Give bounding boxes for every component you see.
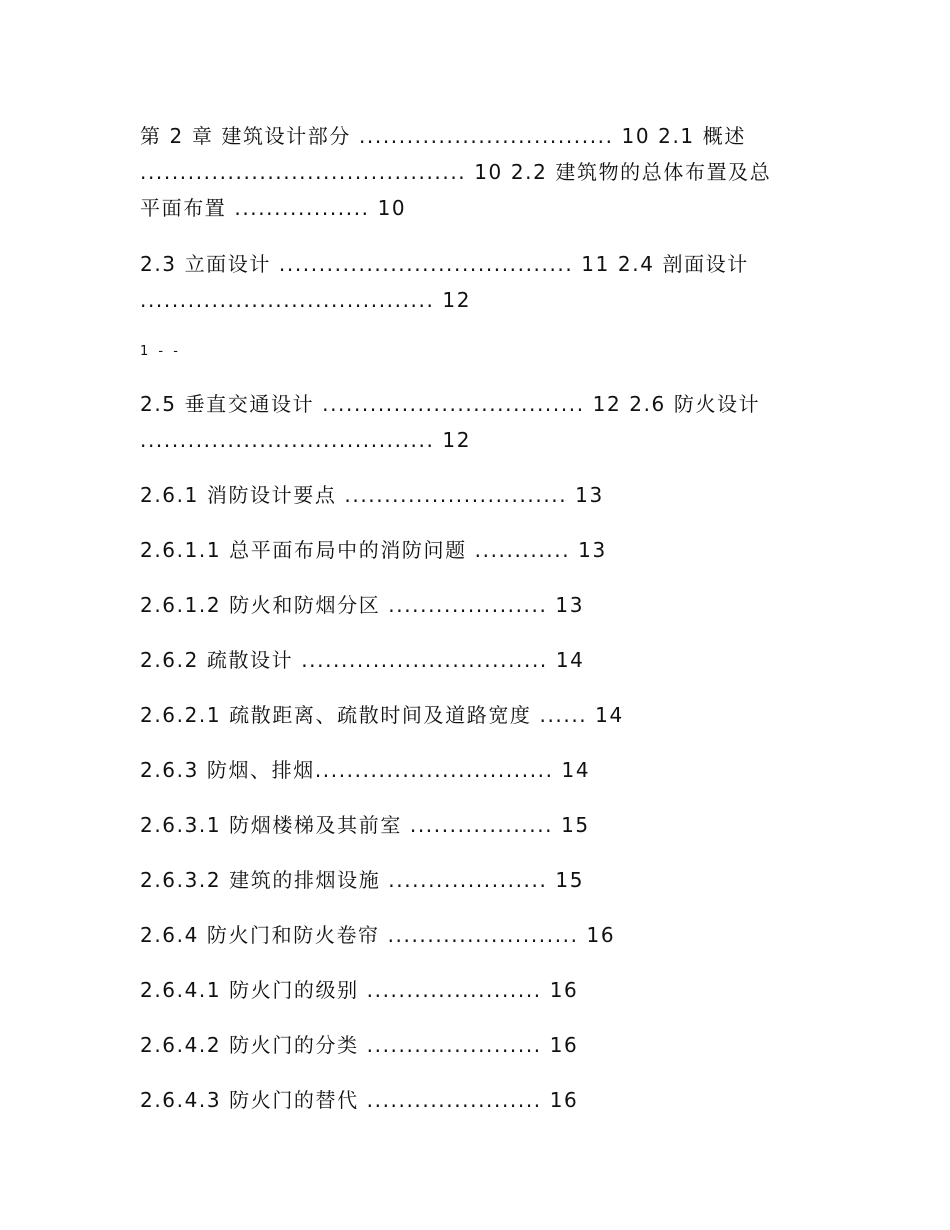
toc-line: ..................................... 12 (140, 428, 472, 452)
toc-entry: 2.6.2.1 疏散距离、疏散时间及道路宽度 ...... 14 (140, 703, 624, 727)
toc-entry: 2.6.3.1 防烟楼梯及其前室 .................. 15 (140, 813, 590, 837)
page-number-marker: 1 - - (140, 344, 181, 359)
toc-entry: 2.6.3 防烟、排烟.............................. 14 (140, 758, 591, 782)
toc-line: 第 2 章 建筑设计部分 ................................ 10 2.1 概述 (140, 124, 746, 148)
toc-entry: 2.6.1.2 防火和防烟分区 .................... 13 (140, 593, 585, 617)
toc-line: 2.3 立面设计 ..................................... 11 2.4 剖面设计 (140, 252, 749, 276)
toc-entry: 2.6.1 消防设计要点 ............................ 13 (140, 483, 604, 507)
toc-entry: 2.6.2 疏散设计 ............................... 14 (140, 648, 585, 672)
toc-paragraph-2-5 (140, 386, 820, 458)
toc-paragraph-2-3 (140, 246, 820, 318)
toc-line: ......................................... 10 2.2 建筑物的总体布置及总 (140, 160, 772, 184)
toc-entry: 2.6.1.1 总平面布局中的消防问题 ............ 13 (140, 538, 607, 562)
toc-paragraph-chapter-2 (140, 118, 820, 226)
toc-entry: 2.6.4 防火门和防火卷帘 ........................ 16 (140, 923, 616, 947)
toc-line: 平面布置 ................. 10 (140, 196, 407, 220)
toc-line: 2.5 垂直交通设计 ................................. 12 2.6 防火设计 (140, 392, 761, 416)
toc-page (140, 118, 820, 1118)
toc-line: ..................................... 12 (140, 288, 472, 312)
toc-entry: 2.6.4.1 防火门的级别 ...................... 16 (140, 978, 579, 1002)
toc-entry: 2.6.3.2 建筑的排烟设施 .................... 15 (140, 868, 585, 892)
toc-entry: 2.6.4.2 防火门的分类 ...................... 16 (140, 1033, 579, 1057)
toc-entry: 2.6.4.3 防火门的替代 ...................... 16 (140, 1088, 579, 1112)
